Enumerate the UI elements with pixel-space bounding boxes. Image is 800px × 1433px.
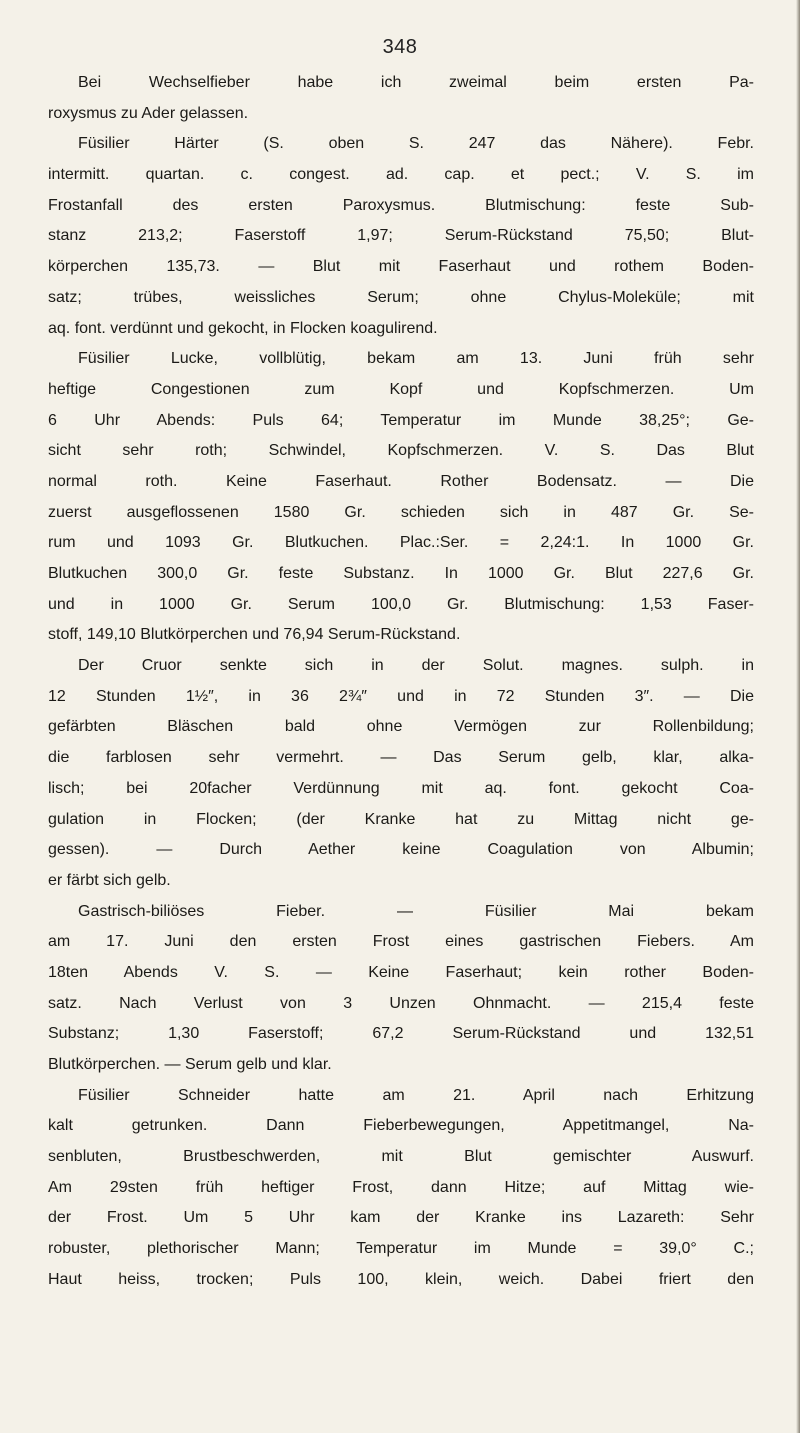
text-line: robuster, plethorischer Mann; Temperatur im Munde = 39,0° C.;: [48, 1240, 754, 1258]
text-line: senbluten, Brustbeschwerden, mit Blut gemischter Auswurf.: [48, 1148, 754, 1166]
text-line: Frostanfall des ersten Paroxysmus. Blutmischung: feste Sub-: [48, 196, 754, 214]
text-line: körperchen 135,73. — Blut mit Faserhaut und rothem Boden-: [48, 258, 754, 276]
text-line: kalt getrunken. Dann Fieberbewegungen, Appetitmangel, Na-: [48, 1117, 754, 1135]
text-line: Substanz; 1,30 Faserstoff; 67,2 Serum-Rückstand und 132,51: [48, 1025, 754, 1043]
text-line: satz; trübes, weissliches Serum; ohne Chylus-Moleküle; mit: [48, 288, 754, 306]
text-line: intermitt. quartan. c. congest. ad. cap. et pect.; V. S. im: [48, 166, 754, 184]
text-line: Füsilier Lucke, vollblütig, bekam am 13. Juni früh sehr: [78, 350, 754, 368]
text-line: der Frost. Um 5 Uhr kam der Kranke ins Lazareth: Sehr: [48, 1209, 754, 1227]
text-line: gessen). — Durch Aether keine Coagulation von Albumin;: [48, 841, 754, 859]
text-line: Der Cruor senkte sich in der Solut. magnes. sulph. in: [78, 657, 754, 675]
text-line: Bei Wechselfieber habe ich zweimal beim ersten Pa-: [78, 74, 754, 91]
text-line: lisch; bei 20facher Verdünnung mit aq. font. gekocht Coa-: [48, 779, 754, 797]
page-edge-shadow: [796, 0, 800, 1433]
text-line: er färbt sich gelb.: [48, 871, 171, 889]
text-line: und in 1000 Gr. Serum 100,0 Gr. Blutmischung: 1,53 Faser-: [48, 595, 754, 613]
text-line: 18ten Abends V. S. — Keine Faserhaut; kein rother Boden-: [48, 963, 754, 981]
text-line: Blutkörperchen. — Serum gelb und klar.: [48, 1056, 332, 1073]
text-line: 12 Stunden 1½″, in 36 2¾″ und in 72 Stunden 3″. — Die: [48, 687, 754, 705]
text-line: 6 Uhr Abends: Puls 64; Temperatur im Munde 38,25°; Ge-: [48, 411, 754, 429]
text-line: normal roth. Keine Faserhaut. Rother Bodensatz. — Die: [48, 472, 754, 490]
text-line: zuerst ausgeflossenen 1580 Gr. schieden sich in 487 Gr. Se-: [48, 503, 754, 521]
page-number: 348: [382, 36, 418, 58]
text-line: stanz 213,2; Faserstoff 1,97; Serum-Rückstand 75,50; Blut-: [48, 227, 754, 245]
text-line: Haut heiss, trocken; Puls 100, klein, weich. Dabei friert den: [48, 1270, 754, 1288]
text-line: Gastrisch-biliöses Fieber. — Füsilier Mai bekam: [78, 902, 754, 920]
text-line: sicht sehr roth; Schwindel, Kopfschmerzen. V. S. Das Blut: [48, 442, 754, 460]
text-line: Am 29sten früh heftiger Frost, dann Hitze; auf Mittag wie-: [48, 1178, 754, 1196]
text-line: heftige Congestionen zum Kopf und Kopfschmerzen. Um: [48, 380, 754, 398]
text-line: Füsilier Härter (S. oben S. 247 das Nähere). Febr.: [78, 135, 754, 153]
text-line: satz. Nach Verlust von 3 Unzen Ohnmacht. — 215,4 feste: [48, 994, 754, 1012]
text-line: gulation in Flocken; (der Kranke hat zu Mittag nicht ge-: [48, 810, 754, 828]
text-line: roxysmus zu Ader gelassen.: [48, 104, 249, 122]
text-line: aq. font. verdünnt und gekocht, in Flocken koagulirend.: [48, 319, 438, 337]
text-line: am 17. Juni den ersten Frost eines gastrischen Fiebers. Am: [48, 933, 754, 951]
text-line: gefärbten Bläschen bald ohne Vermögen zur Rollenbildung;: [48, 718, 754, 736]
text-line: stoff, 149,10 Blutkörperchen und 76,94 Serum-Rückstand.: [48, 626, 461, 644]
text-line: Blutkuchen 300,0 Gr. feste Substanz. In 1000 Gr. Blut 227,6 Gr.: [48, 565, 754, 582]
text-line: Füsilier Schneider hatte am 21. April nach Erhitzung: [78, 1086, 754, 1104]
text-line: die farblosen sehr vermehrt. — Das Serum gelb, klar, alka-: [48, 749, 754, 767]
text-line: rum und 1093 Gr. Blutkuchen. Plac.:Ser. = 2,24:1. In 1000 Gr.: [48, 534, 754, 552]
body-text: [48, 74, 754, 1302]
